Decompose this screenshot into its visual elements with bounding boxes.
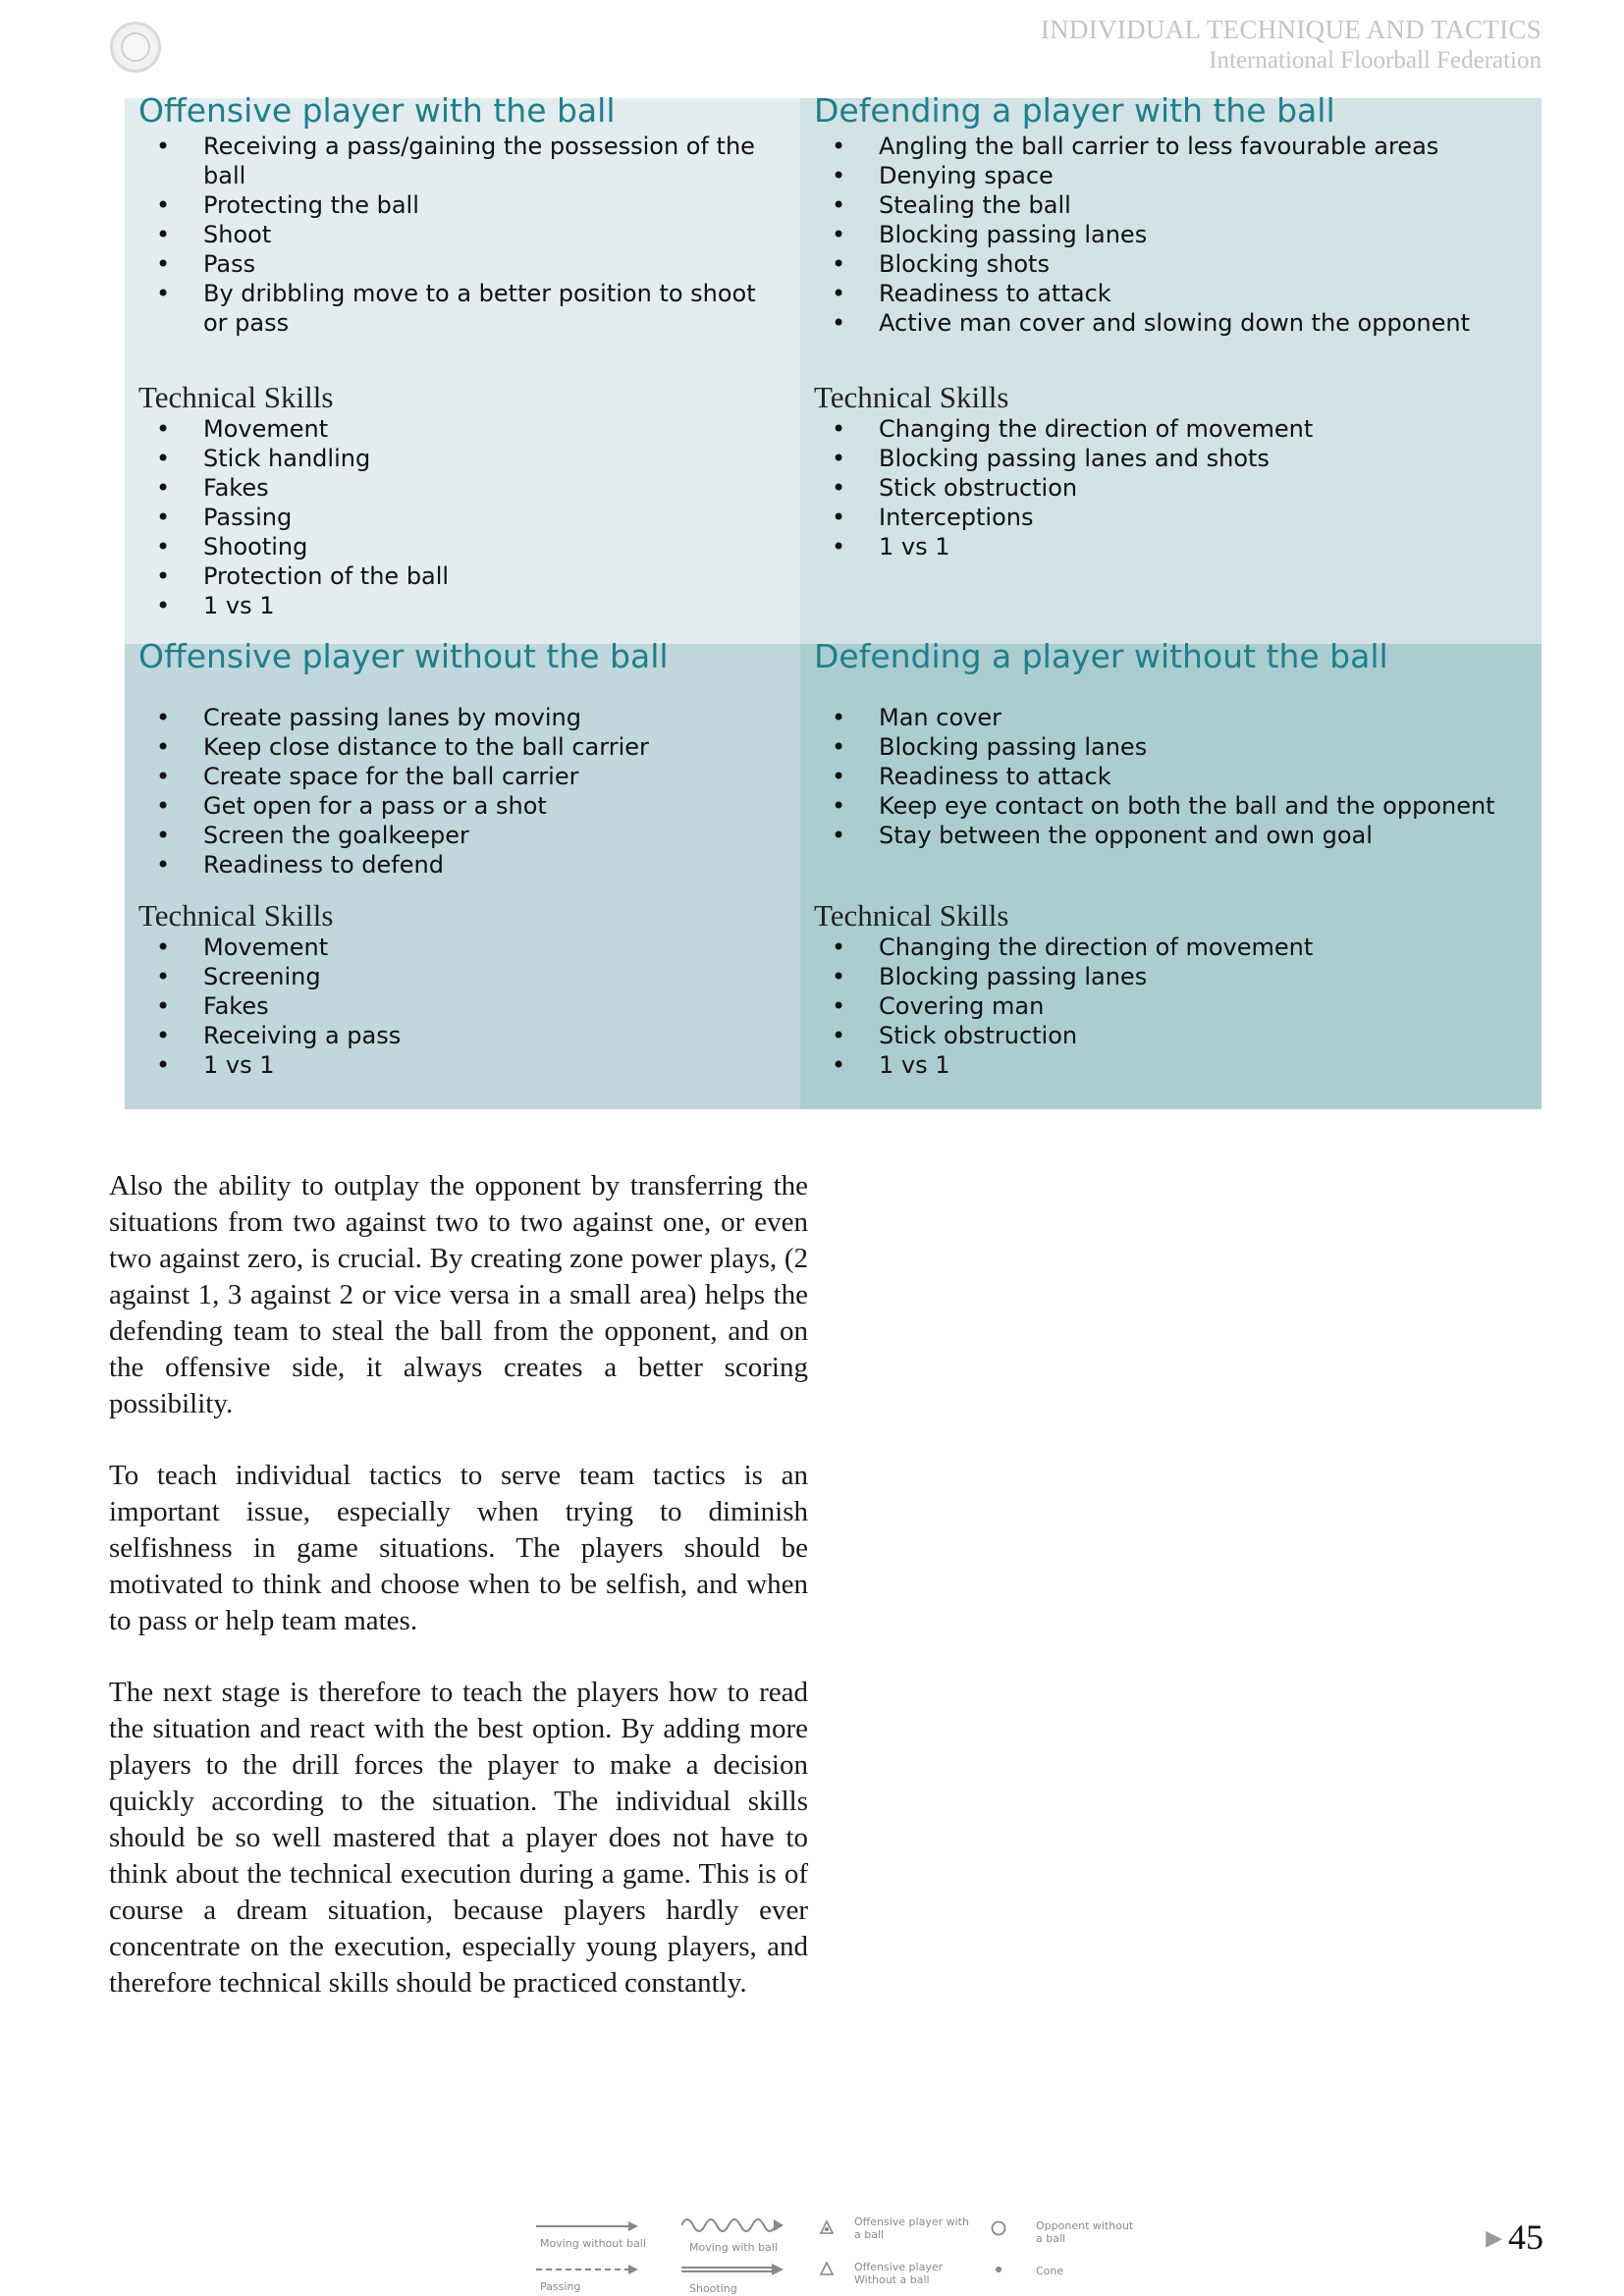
skills-list <box>138 414 786 620</box>
running-header-title: INDIVIDUAL TECHNIQUE AND TACTICS <box>1040 15 1542 44</box>
cell-offensive-without-ball <box>125 637 800 1109</box>
skills-title: Technical Skills <box>138 380 334 414</box>
cell-offensive-with-ball <box>125 91 800 644</box>
skills-list <box>814 414 1528 561</box>
list-item: • Blocking shots <box>814 249 1528 279</box>
list-item: • Keep close distance to the ball carrier <box>138 732 786 762</box>
page-number <box>1486 2216 1543 2258</box>
tactics-grid <box>125 91 1542 1109</box>
cone-dot-icon <box>994 2265 1003 2274</box>
list-item: • 1 vs 1 <box>814 1050 1528 1080</box>
list-item: • Angling the ball carrier to less favourable areas <box>814 132 1528 161</box>
list-item: • Denying space <box>814 161 1528 190</box>
shooting-double-arrow-icon <box>681 2263 784 2276</box>
list-item: • Receiving a pass <box>138 1021 786 1050</box>
list-item: • Pass <box>138 249 786 279</box>
skills-title: Technical Skills <box>814 898 1009 933</box>
list-item: • Stick obstruction <box>814 1021 1528 1050</box>
legend-label-line: Without a ball <box>854 2273 930 2286</box>
list-item: • Blocking passing lanes <box>814 732 1528 762</box>
list-item: • Get open for a pass or a shot <box>138 791 786 821</box>
legend-label: Shooting <box>689 2282 737 2295</box>
list-item: • Readiness to attack <box>814 762 1528 791</box>
list-item: • Shooting <box>138 532 786 561</box>
offensive-with-ball-triangle-icon <box>819 2219 835 2235</box>
offensive-without-ball-triangle-icon <box>819 2261 835 2276</box>
list-item: • Keep eye contact on both the ball and the opponent <box>814 791 1528 821</box>
list-item: • Readiness to defend <box>138 850 786 880</box>
objective-list <box>138 703 786 880</box>
list-item: • Screening <box>138 962 786 991</box>
objective-list <box>814 132 1528 338</box>
list-item: • 1 vs 1 <box>138 591 786 620</box>
legend-label-line: Offensive player with <box>854 2216 969 2228</box>
list-item: • Movement <box>138 414 786 444</box>
paragraph: The next stage is therefore to teach the players how to read the situation and react with the best option. By adding more players to the drill forces the player to make a decision quickly according to the situation. The individual skills should be so well mastered that a player does not have to think about the technical execution during a game. This is of course a dream situation, because players hardly ever concentrate on the execution, especially young players, and therefore technical skills should be practiced constantly. <box>109 1677 808 1999</box>
legend-label-line: Opponent without <box>1036 2219 1134 2232</box>
page-number-value: 45 <box>1508 2217 1543 2257</box>
legend-label: Moving with ball <box>689 2241 778 2254</box>
cell-defending-with-ball <box>800 91 1542 644</box>
legend-label: Passing <box>540 2280 581 2293</box>
body-text <box>109 1168 808 2037</box>
list-item: • Stick obstruction <box>814 473 1528 503</box>
list-item: • Blocking passing lanes <box>814 962 1528 991</box>
running-header-subtitle: International Floorball Federation <box>1209 47 1542 74</box>
list-item: • Active man cover and slowing down the opponent <box>814 308 1528 338</box>
iff-seal-icon <box>110 22 161 73</box>
legend-label-line: a ball <box>854 2228 885 2241</box>
cell-defending-without-ball <box>800 637 1542 1109</box>
list-item: • Changing the direction of movement <box>814 414 1528 444</box>
legend-label-line: a ball <box>1036 2232 1066 2245</box>
list-item: • Create space for the ball carrier <box>138 762 786 791</box>
list-item: • Stick handling <box>138 444 786 473</box>
symbol-legend <box>530 2214 1139 2296</box>
legend-label <box>854 2216 969 2241</box>
list-item: • Blocking passing lanes and shots <box>814 444 1528 473</box>
paragraph: To teach individual tactics to serve team tactics is an important issue, especially when trying to diminish selfishness in game situations. The players should be motivated to think and choose when to be selfish, and when to pass or help team mates. <box>109 1460 808 1636</box>
skills-list <box>138 933 786 1080</box>
list-item: • Stay between the opponent and own goal <box>814 821 1528 850</box>
list-item: • Stealing the ball <box>814 190 1528 220</box>
list-item: • 1 vs 1 <box>138 1050 786 1080</box>
list-item: • Changing the direction of movement <box>814 933 1528 962</box>
cell-heading: Offensive player without the ball <box>138 637 669 675</box>
list-item: • Receiving a pass/gaining the possession of the ball <box>138 132 786 190</box>
objective-list <box>814 703 1528 850</box>
list-item: • Protecting the ball <box>138 190 786 220</box>
legend-label-line: Offensive player <box>854 2261 944 2273</box>
legend-label: Cone <box>1036 2265 1064 2277</box>
skills-list <box>814 933 1528 1080</box>
list-item: • Screen the goalkeeper <box>138 821 786 850</box>
list-item: • Shoot <box>138 220 786 249</box>
opponent-circle-icon <box>990 2219 1007 2237</box>
cell-heading: Offensive player with the ball <box>138 91 616 130</box>
paragraph: Also the ability to outplay the opponent by transferring the situations from two against two to two against one, or even two against zero, is crucial. By creating zone power plays, (2 against 1, 3 against 2 or vice versa in a small area) helps the defending team to steal the ball from the opponent, and on the offensive side, it always creates a better scoring possibility. <box>109 1170 808 1419</box>
list-item: • Movement <box>138 933 786 962</box>
list-item: • Man cover <box>814 703 1528 732</box>
running-header <box>1041 14 1542 77</box>
legend-label <box>1036 2219 1133 2245</box>
list-item: • By dribbling move to a better position to shoot or pass <box>138 279 786 338</box>
list-item: • Protection of the ball <box>138 561 786 591</box>
passing-dashed-arrow-icon <box>536 2263 638 2276</box>
page-arrow-icon: ▶ <box>1486 2225 1502 2250</box>
skills-title: Technical Skills <box>814 380 1009 414</box>
list-item: • Blocking passing lanes <box>814 220 1528 249</box>
list-item: • Readiness to attack <box>814 279 1528 308</box>
objective-list <box>138 132 786 338</box>
list-item: • Passing <box>138 503 786 532</box>
moving-with-ball-wave-icon <box>681 2214 784 2237</box>
list-item: • Covering man <box>814 991 1528 1021</box>
legend-label <box>854 2261 943 2286</box>
list-item: • Fakes <box>138 991 786 1021</box>
legend-label: Moving without ball <box>540 2237 646 2250</box>
moving-without-ball-arrow-icon <box>536 2219 638 2233</box>
list-item: • Create passing lanes by moving <box>138 703 786 732</box>
cell-heading: Defending a player without the ball <box>814 637 1388 675</box>
skills-title: Technical Skills <box>138 898 334 933</box>
cell-heading: Defending a player with the ball <box>814 91 1335 130</box>
list-item: • 1 vs 1 <box>814 532 1528 561</box>
list-item: • Interceptions <box>814 503 1528 532</box>
list-item: • Fakes <box>138 473 786 503</box>
